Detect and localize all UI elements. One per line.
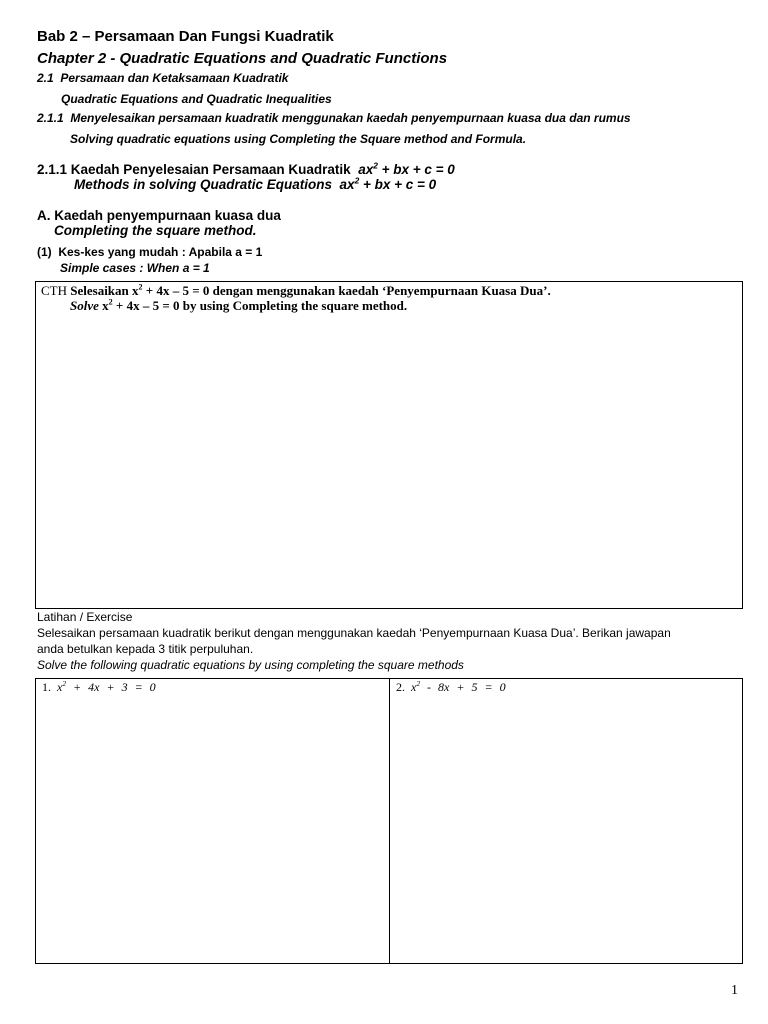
question-number: 1. <box>42 680 51 694</box>
chapter-title-malay: Bab 2 – Persamaan Dan Fungsi Kuadratik <box>37 28 334 45</box>
example-question-malay <box>41 283 551 299</box>
simple-cases-malay <box>37 245 262 259</box>
section-2-1-english: Quadratic Equations and Quadratic Inequalities <box>61 92 332 106</box>
exercise-heading: Latihan / Exercise <box>37 610 133 624</box>
equation-exponent: 2 <box>416 679 421 688</box>
example-text-part: + 4x – 5 = 0 dengan menggunakan kaedah ‘Penyempurnaan Kuasa Dua’. <box>142 283 551 298</box>
exercise-instruction-line1: Selesaikan persamaan kuadratik berikut dengan menggunakan kaedah ‘Penyempurnaan Kuasa Dua’. Berikan jawapan <box>37 626 671 640</box>
exercise-instruction-english: Solve the following quadratic equations by using completing the square methods <box>37 658 464 672</box>
example-text-part: + 4x – 5 = 0 by using Completing the square method. <box>112 298 408 313</box>
case-title: Kes-kes yang mudah : Apabila a = 1 <box>58 245 263 259</box>
equation-term: x <box>57 680 63 694</box>
section-a-english: Completing the square method. <box>54 223 257 238</box>
exercise-2-question <box>396 680 506 695</box>
section-title: Menyelesaikan persamaan kuadratik menggunakan kaedah penyempurnaan kuasa dua dan rumus <box>70 111 631 125</box>
section-number: 2.1.1 <box>37 111 64 125</box>
page-number: 1 <box>731 983 738 998</box>
section-number: 2.1 <box>37 71 54 85</box>
equation-exponent: 2 <box>108 297 113 307</box>
section-2-1-1-malay <box>37 111 631 125</box>
methods-heading-text: Methods in solving Quadratic Equations <box>74 177 333 192</box>
equation-exponent: 2 <box>62 679 67 688</box>
exercise-1-answer-box[interactable] <box>35 678 390 964</box>
equation-exponent: 2 <box>138 282 143 292</box>
methods-heading-malay <box>37 162 455 177</box>
methods-heading-text: 2.1.1 Kaedah Penyelesaian Persamaan Kuadratik <box>37 162 351 177</box>
equation-term: x <box>411 680 417 694</box>
exercise-1-question <box>42 680 156 695</box>
question-number: 2. <box>396 680 405 694</box>
example-label: CTH <box>41 283 67 298</box>
section-title: Persamaan dan Ketaksamaan Kuadratik <box>60 71 289 85</box>
example-text-part: Selesaikan x <box>70 283 139 298</box>
question-equation <box>57 680 156 694</box>
question-equation <box>411 680 506 694</box>
equation-term: ax <box>339 177 355 192</box>
methods-heading-english <box>74 177 436 192</box>
section-a-malay: A. Kaedah penyempurnaan kuasa dua <box>37 208 281 223</box>
example-answer-box[interactable] <box>35 281 743 609</box>
section-2-1-1-english: Solving quadratic equations using Completing the Square method and Formula. <box>70 132 527 146</box>
equation-term: + bx + c = 0 <box>359 177 437 192</box>
example-question-english <box>70 298 407 314</box>
exercise-instruction-line2: anda betulkan kepada 3 titik perpuluhan. <box>37 642 254 656</box>
solve-word: Solve <box>70 298 99 313</box>
equation-exponent: 2 <box>373 160 378 171</box>
case-number: (1) <box>37 245 52 259</box>
example-text <box>70 283 550 298</box>
chapter-title-english: Chapter 2 - Quadratic Equations and Quadratic Functions <box>37 50 448 67</box>
equation-exponent: 2 <box>354 175 360 186</box>
simple-cases-english: Simple cases : When a = 1 <box>60 261 210 275</box>
equation-term: ax <box>358 162 374 177</box>
section-2-1-malay <box>37 71 288 85</box>
example-text-part: x <box>98 298 109 313</box>
general-equation <box>340 177 437 192</box>
general-equation <box>358 162 455 177</box>
equation-term: + 4x + 3 = 0 <box>66 680 156 694</box>
equation-term: - 8x + 5 = 0 <box>420 680 506 694</box>
equation-term: + bx + c = 0 <box>377 162 455 177</box>
exercise-2-answer-box[interactable] <box>389 678 743 964</box>
